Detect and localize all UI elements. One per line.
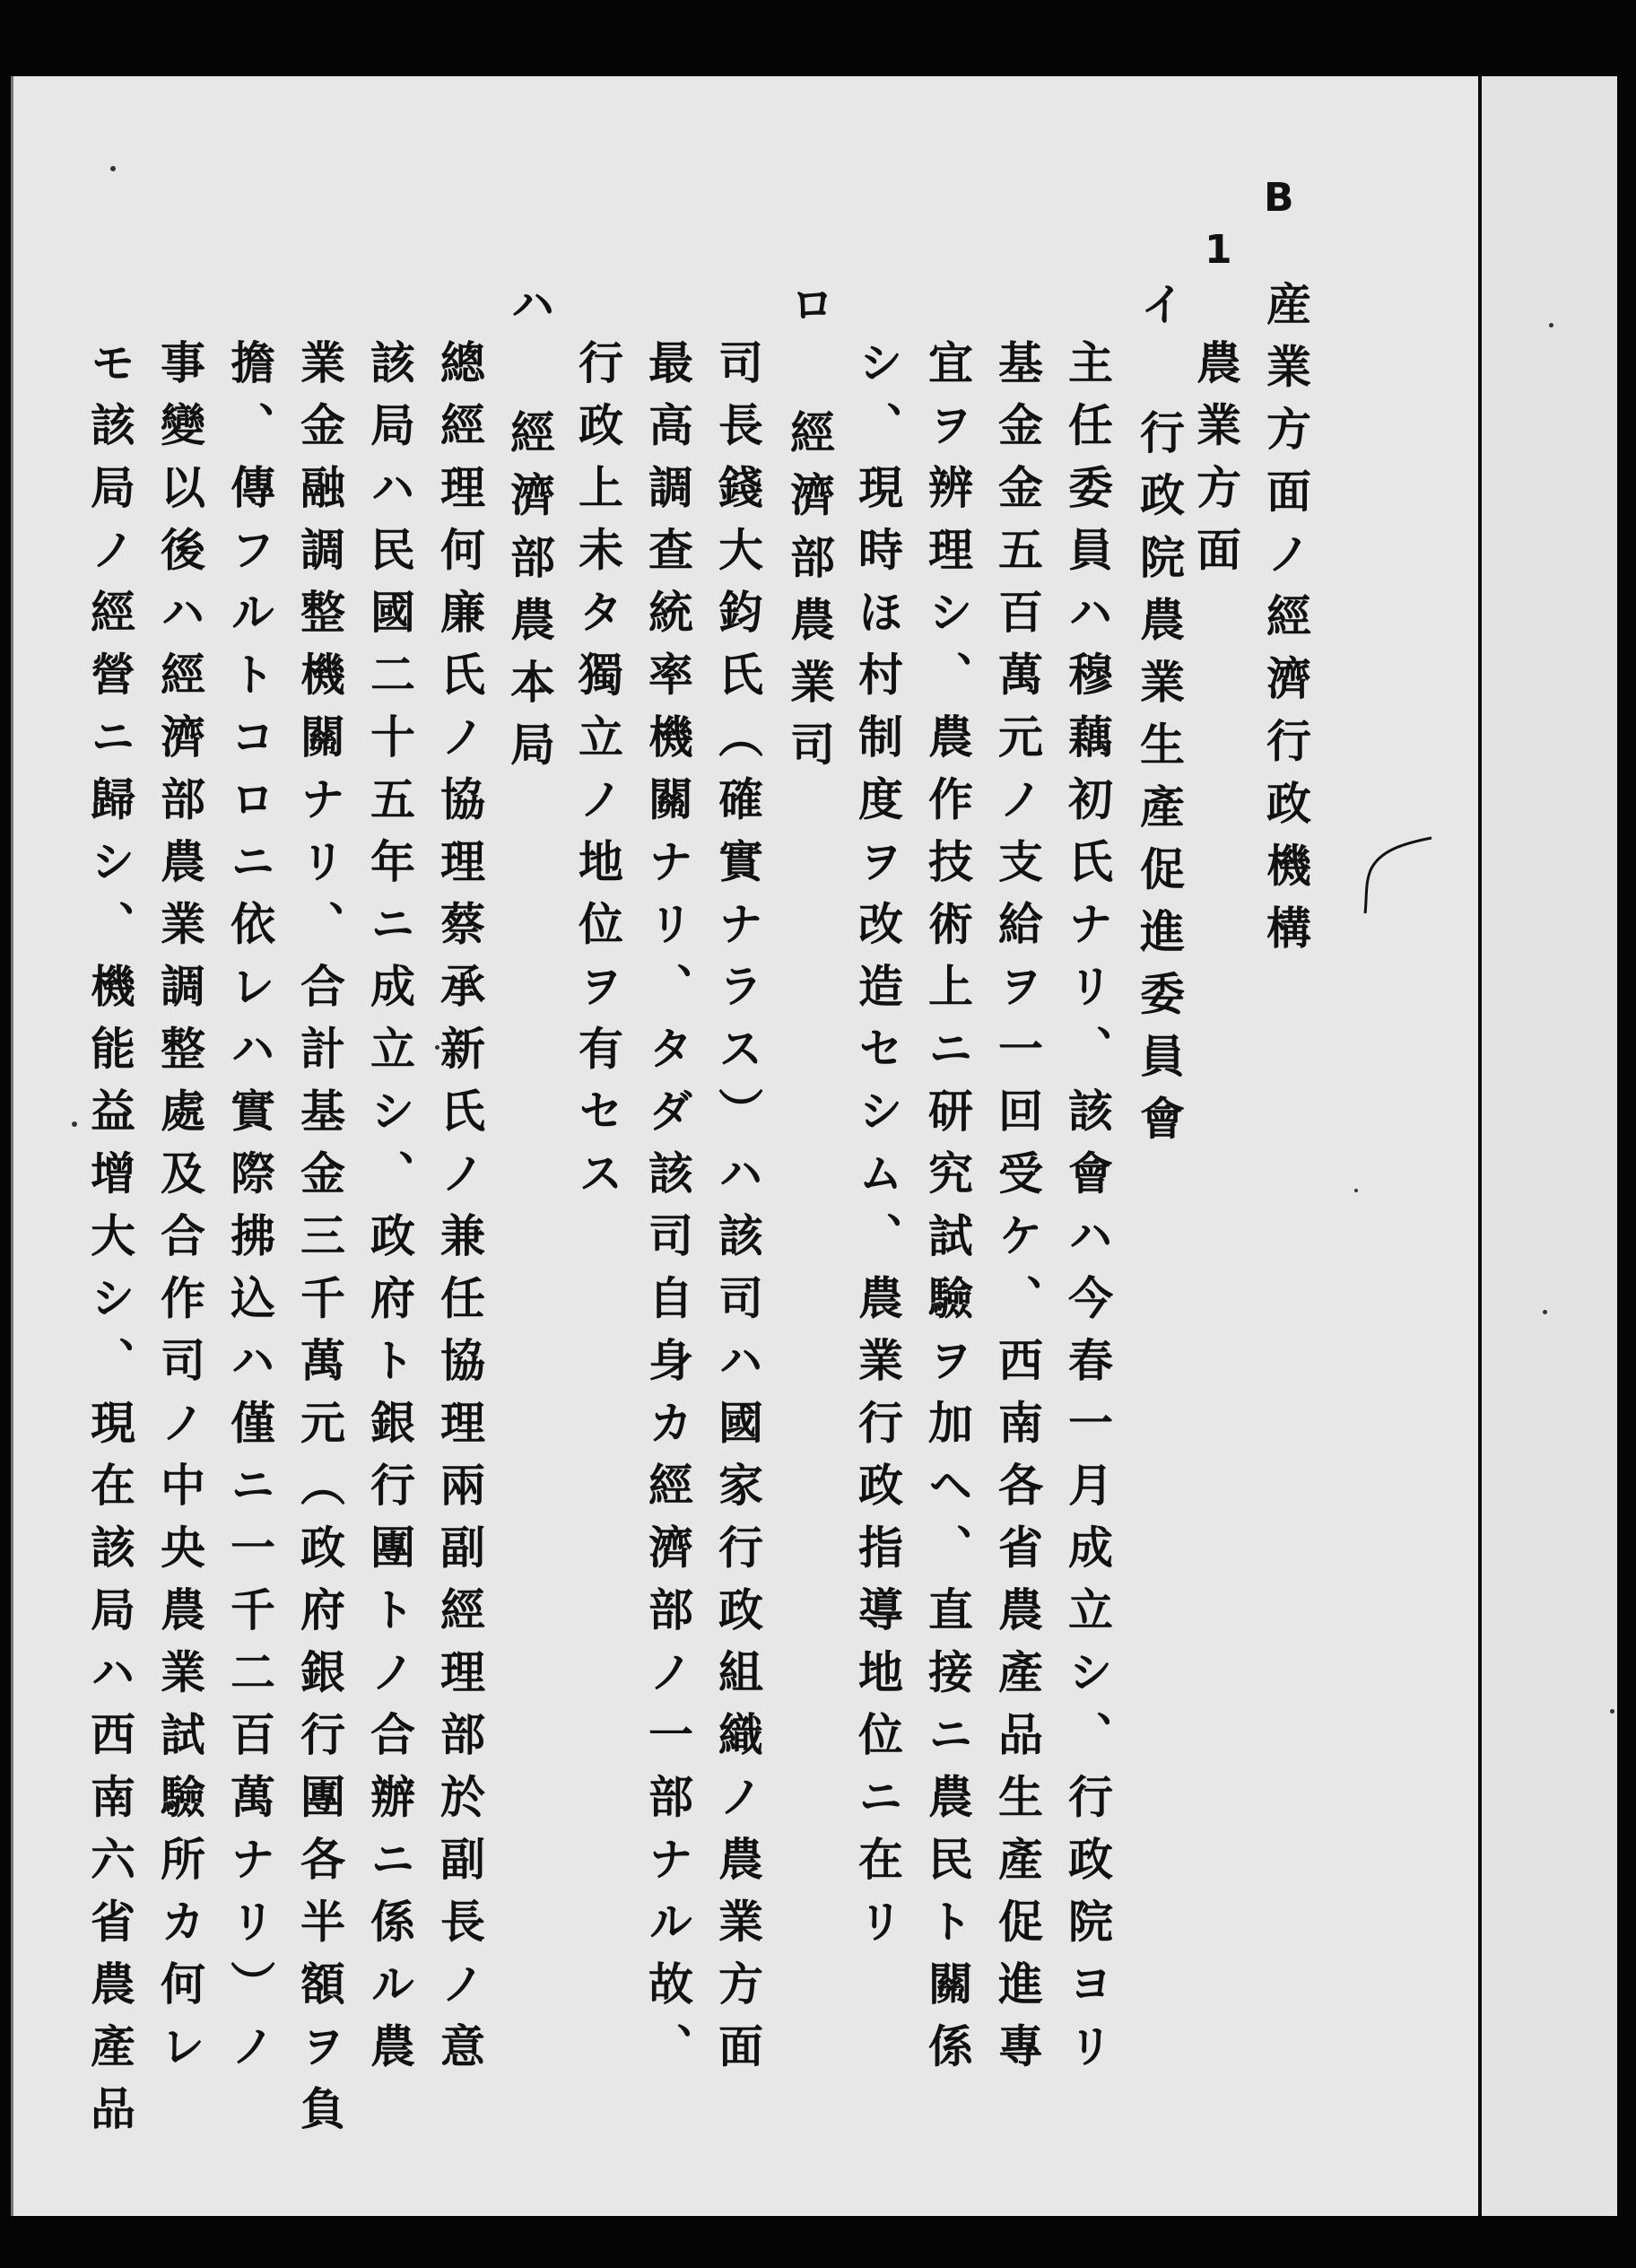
subsection-heading: 農業方面: [1189, 339, 1242, 589]
scan-speck: [1543, 1310, 1547, 1314]
item-i-line: 宜ヲ辨理シ、農作技術上ニ研究試驗ヲ加ヘ、直接ニ農民ト關係: [921, 339, 974, 2085]
scan-speck: [1549, 323, 1553, 327]
item-marker-i: イ: [1133, 281, 1186, 344]
section-letter: B: [1264, 175, 1294, 221]
item-ro-title: 經濟部農業司: [783, 409, 836, 783]
item-ro-line: 最高調查統率機關ナリ、タダ該司自身カ經濟部ノ一部ナル故、: [641, 339, 694, 2085]
item-i-line: 主任委員ハ穆藕初氏ナリ、該會ハ今春一月成立シ、行政院ヨリ: [1061, 339, 1114, 2085]
pencil-annotation-mark: [1354, 834, 1435, 924]
item-i-line: シ、現時ほ村制度ヲ改造セシム、農業行政指導地位ニ在リ: [851, 339, 904, 1960]
item-marker-ro: ロ: [783, 281, 836, 344]
item-marker-ha: ハ: [503, 281, 556, 344]
item-ha-line: 總經理何廉氏ノ協理蔡承新氏ノ兼任協理兩副經理部於副長ノ意: [433, 339, 486, 2085]
scan-speck: [1610, 1709, 1614, 1714]
item-ro-line: 司長錢大鈞氏（確實ナラス）ハ該司ハ國家行政組織ノ農業方面: [711, 339, 764, 2085]
item-i-line: 基金金五百萬元ノ支給ヲ一回受ケ、西南各省農產品生產促進專: [991, 339, 1044, 2085]
scan-speck: [1354, 1189, 1358, 1192]
item-ro-line: 行政上未タ獨立ノ地位ヲ有セス: [571, 339, 624, 1212]
item-ha-line: 擔、傳フルトコロニ依レハ實際拂込ハ僅ニ一千二百萬ナリ）ノ: [223, 339, 276, 2085]
item-ha-line: 事變以後ハ經濟部農業調整處及合作司ノ中央農業試驗所カ何レ: [153, 339, 206, 2085]
item-ha-line: モ該局ノ經營ニ歸シ、機能益增大シ、現在該局ハ西南六省農產品: [83, 339, 136, 2148]
scan-speck: [110, 166, 116, 171]
item-ha-line: 該局ハ民國二十五年ニ成立シ、政府ト銀行團トノ合辦ニ係ル農: [363, 339, 416, 2085]
item-i-title: 行政院農業生產促進委員會: [1133, 409, 1186, 1157]
paper-sheet: [11, 76, 1617, 2216]
item-ha-title: 經濟部農本局: [503, 409, 556, 783]
page-right-margin: [1482, 76, 1617, 2216]
item-ha-line: 業金融調整機關ナリ、合計基金三千萬元（政府銀行團各半額ヲ負: [293, 339, 346, 2148]
section-heading: 産業方面ノ經濟行政機構: [1259, 281, 1312, 967]
scan-speck: [72, 1121, 77, 1127]
subsection-number: 1: [1205, 227, 1232, 273]
